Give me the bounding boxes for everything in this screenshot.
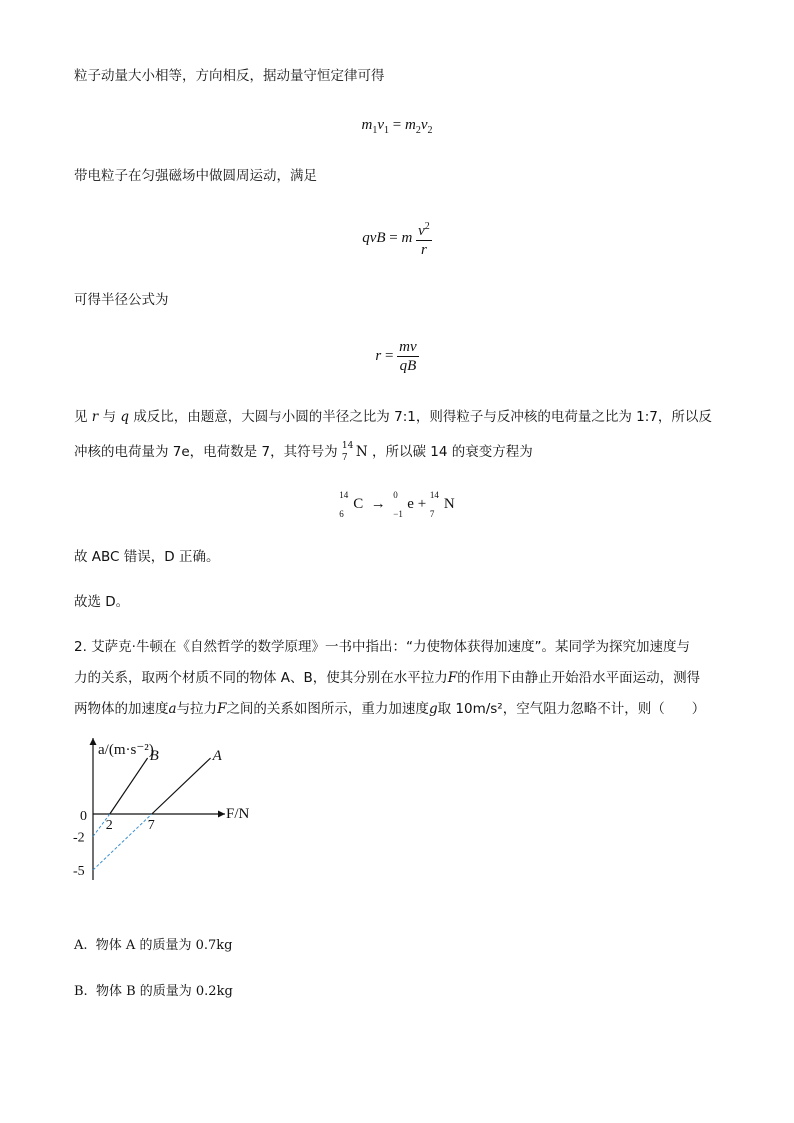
x-axis-label: F/N (226, 806, 250, 822)
y-tick-label: -2 (73, 830, 85, 846)
y-tick-label: -5 (73, 864, 85, 879)
option-b[interactable] (74, 980, 233, 999)
option-label: A. (74, 938, 88, 953)
x-tick-label: 2 (105, 818, 113, 833)
solution-line-3: 可得半径公式为 (74, 292, 169, 308)
solution-line-7: 故选 D。 (74, 594, 130, 610)
solution-line-5: 冲核的电荷量为 7e，电荷数是 7，其符号为 14 7 N ，所以碳 14 的衰变方程为 (74, 441, 533, 463)
series-line-B (110, 758, 148, 814)
nitrogen-symbol: 14 7 N (341, 441, 368, 463)
force-equation: qvB = m $\frac{v^2}{r}$ (0, 218, 794, 259)
question-line-1: 2. 艾萨克·牛顿在《自然哲学的数学原理》一书中指出：“力使物体获得加速度”。某同学为探究加速度与 (74, 639, 690, 655)
radius-equation: r = $\frac{mv}{qB}$ (375, 339, 417, 374)
x-tick-label: 7 (147, 818, 155, 833)
series-label-A: A (212, 748, 222, 764)
acceleration-force-graph (60, 730, 280, 890)
solution-line-1: 粒子动量大小相等，方向相反，据动量守恒定律可得 (74, 68, 385, 84)
solution-line-2: 带电粒子在匀强磁场中做圆周运动，满足 (74, 168, 317, 184)
question-line-2: 力的关系，取两个材质不同的物体 A、B，使其分别在水平拉力F的作用下由静止开始沿水平面运动，测得 (74, 670, 701, 686)
series-extension-A (93, 814, 152, 870)
momentum-equation: $m_1v_1 = m_2v_2$ (361, 117, 433, 136)
option-a[interactable] (74, 934, 232, 953)
question-line-3: 两物体的加速度a与拉力F之间的关系如图所示，重力加速度g取 10m/s²，空气阻力忽略不计，则（ ） (74, 701, 706, 717)
series-label-B: B (149, 748, 159, 764)
decay-equation: 14 6 C → 0 −1 e + 14 7 N (339, 490, 455, 519)
series-line-A (152, 758, 211, 814)
option-label: B. (74, 984, 88, 999)
origin-label: 0 (80, 809, 87, 824)
y-axis-label: a/(m·s⁻²) (98, 742, 154, 758)
option-text: 物体 B 的质量为 0.2kg (95, 984, 233, 999)
solution-line-6: 故 ABC 错误，D 正确。 (74, 549, 220, 565)
option-text: 物体 A 的质量为 0.7kg (95, 938, 233, 953)
solution-line-4: 见 r 与 q 成反比，由题意，大圆与小圆的半径之比为 7:1，则得粒子与反冲核的电荷量之比为 1:7，所以反 (74, 409, 712, 425)
